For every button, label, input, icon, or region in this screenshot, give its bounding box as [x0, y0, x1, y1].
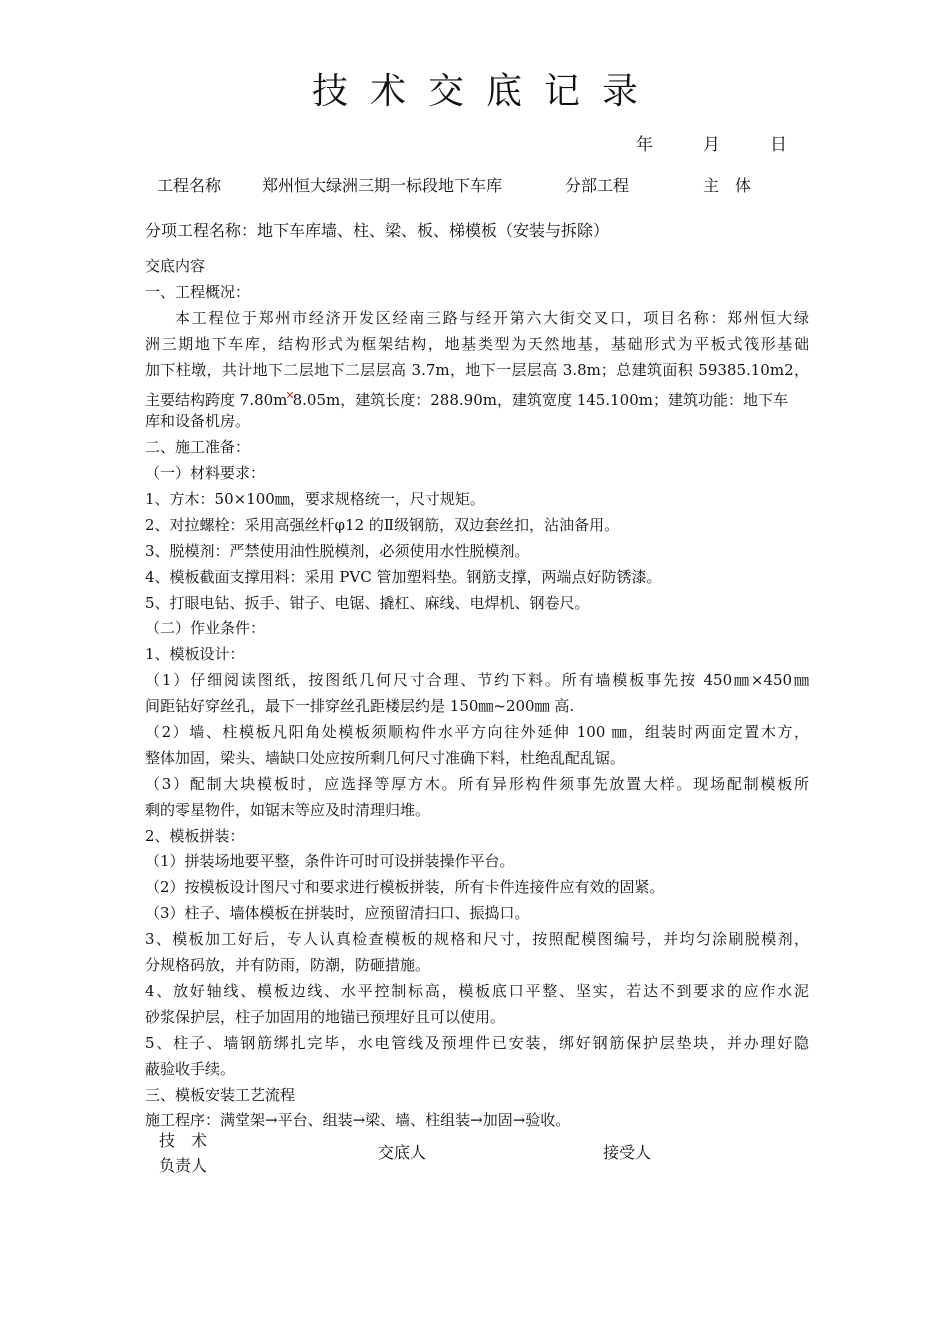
list-item: （2）墙、柱模板凡阳角处模板须顺构件水平方向往外延伸 100 ㎜，组装时两面定置木方，	[145, 723, 809, 742]
list-item: 2、对拉螺栓：采用高强丝杆φ12 的Ⅱ级钢筋，双边套丝扣，沾油备用。	[145, 515, 620, 534]
subsection-heading: （二）作业条件：	[145, 619, 266, 638]
section-heading: 一、工程概况：	[145, 282, 251, 301]
list-item: 4、模板截面支撑用料：采用 PVC 管加塑料垫。钢筋支撑，两端点好防锈漆。	[145, 567, 662, 586]
paragraph-line: 洲三期地下车库，结构形式为框架结构，地基类型为天然地基，基础形式为平板式筏形基础	[145, 334, 809, 353]
paragraph-line: 加下柱墩，共计地下二层地下二层层高 3.7m，地下一层层高 3.8m；总建筑面积 59385.10m2，	[145, 360, 809, 379]
broken-image-x-icon: ✕	[285, 389, 295, 403]
project-name-label: 工程名称	[157, 176, 222, 195]
division-label: 分部工程	[565, 176, 630, 195]
division-value: 主 体	[703, 176, 752, 195]
list-item: 1、模板设计：	[145, 645, 245, 664]
section-heading: 三、模板安装工艺流程	[145, 1085, 296, 1104]
list-item: 3、脱模剂：严禁使用油性脱模剂，必须使用水性脱模剂。	[145, 541, 530, 560]
receiver-label: 接受人	[603, 1143, 652, 1162]
date-day: 日	[770, 135, 787, 155]
date-month: 月	[703, 135, 720, 155]
tech-lead-label-line2: 负责人	[159, 1156, 208, 1175]
list-item: 5、打眼电钻、扳手、钳子、电锯、撬杠、麻线、电焊机、钢卷尺。	[145, 593, 590, 612]
span-text: 8.05m，建筑长度：288.90m，建筑宽度 145.100m；建筑功能：地下车	[292, 391, 788, 410]
list-item: （3）配制大块模板时，应选择等厚方木。所有异形构件须事先放置大样。现场配制模板所	[145, 774, 809, 793]
list-item: 剩的零星物件，如锯末等应及时清理归堆。	[145, 800, 431, 819]
list-item: 整体加固，梁头、墙缺口处应按所剩几何尺寸准确下料，杜绝乱配乱锯。	[145, 748, 626, 767]
paragraph-line: 施工程序：满堂架→平台、组装→梁、墙、柱组装→加固→验收。	[145, 1111, 571, 1130]
paragraph-line: 库和设备机房。	[145, 412, 251, 431]
disclosure-content	[145, 254, 809, 1134]
section-heading: 二、施工准备：	[145, 438, 251, 457]
list-item: （2）按模板设计图尺寸和要求进行模板拼装，所有卡件连接件应有效的固紧。	[145, 878, 665, 897]
list-item: 1、方木：50×100㎜，要求规格统一，尺寸规矩。	[145, 490, 485, 509]
paragraph-line	[145, 383, 809, 409]
list-item: 2、模板拼装：	[145, 826, 245, 845]
list-item: 3、模板加工好后，专人认真检查模板的规格和尺寸，按照配模图编号，并均匀涂刷脱模剂，	[145, 930, 809, 949]
list-item: 砂浆保护层，柱子加固用的地锚已预埋好且可以使用。	[145, 1007, 506, 1026]
list-item: （1）仔细阅读图纸，按图纸几何尺寸合理、节约下料。所有墙模板事先按 450㎜×450㎜	[145, 671, 809, 690]
subsection-heading: （一）材料要求：	[145, 464, 266, 483]
project-name-value: 郑州恒大绿洲三期一标段地下车库	[262, 176, 503, 195]
tech-lead-label-line1: 技 术	[159, 1131, 208, 1150]
sub-item-name: 分项工程名称：地下车库墙、柱、梁、板、梯模板（安装与拆除）	[145, 221, 610, 240]
list-item: （3）柱子、墙体模板在拼装时，应预留清扫口、振捣口。	[145, 904, 530, 923]
span-text: 主要结构跨度 7.80m	[145, 391, 288, 410]
list-item: 分规格码放，并有防雨，防潮，防砸措施。	[145, 956, 431, 975]
list-item: （1）拼装场地要平整，条件许可时可设拼装操作平台。	[145, 852, 515, 871]
list-item: 5、柱子、墙钢筋绑扎完毕，水电管线及预埋件已安装，绑好钢筋保护层垫块，并办理好隐	[145, 1033, 809, 1052]
list-item: 4、放好轴线、模板边线、水平控制标高，模板底口平整、坚实，若达不到要求的应作水泥	[145, 981, 809, 1000]
list-item: 间距钻好穿丝孔，最下一排穿丝孔距楼层约是 150㎜~200㎜ 高.	[145, 697, 575, 716]
document-title: 技术交底记录	[311, 71, 660, 112]
section-heading: 交底内容	[145, 257, 206, 275]
discloser-label: 交底人	[378, 1143, 427, 1162]
paragraph-line: 本工程位于郑州市经济开发区经南三路与经开第六大街交叉口，项目名称：郑州恒大绿	[175, 308, 809, 327]
list-item: 蔽验收手续。	[145, 1059, 236, 1078]
date-year: 年	[636, 135, 653, 155]
